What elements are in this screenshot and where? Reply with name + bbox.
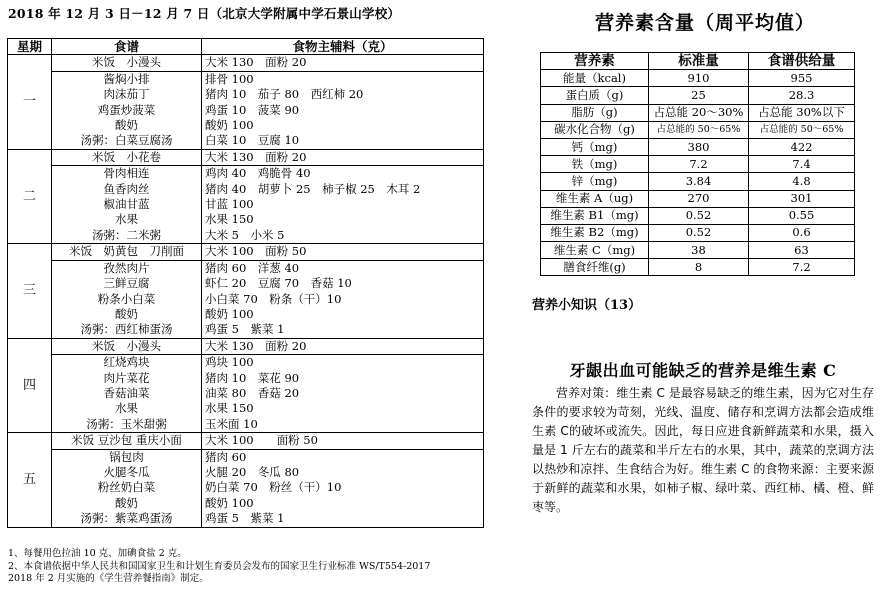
ingredient-cell: 鸡蛋 5 紫菜 1 (202, 322, 484, 338)
menu-row (8, 322, 484, 338)
header-standard: 标准量 (649, 53, 749, 70)
dish-cell: 汤粥：玉米甜粥 (52, 417, 202, 433)
dish-cell: 红烧鸡块 (52, 355, 202, 371)
ingredient-cell: 猪肉 10 菜花 90 (202, 371, 484, 386)
dish-cell: 米饭 小花卷 (52, 149, 202, 165)
page-title: 2018 年 12 月 3 日－12 月 7 日（北京大学附属中学石景山学校） (8, 6, 401, 21)
header-ingredients: 食物主辅料（克） (202, 39, 484, 55)
footnote: 2018 年 2 月实施的《学生营养餐指南》制定。 (8, 573, 209, 584)
menu-row (8, 103, 484, 118)
nutrition-row (541, 87, 855, 104)
supply-cell: 占总能的 50～65% (749, 121, 855, 138)
menu-row (8, 465, 484, 480)
nutrient-name-cell: 维生素 B1（mg) (541, 207, 649, 224)
ingredient-cell: 大米 130 面粉 20 (202, 338, 484, 354)
menu-row (8, 197, 484, 212)
menu-row (8, 276, 484, 291)
nutrition-row (541, 242, 855, 259)
menu-row (8, 417, 484, 433)
ingredient-cell: 鸡蛋 10 菠菜 90 (202, 103, 484, 118)
dish-cell: 肉片菜花 (52, 371, 202, 386)
nutrient-name-cell: 能量（kcal) (541, 70, 649, 87)
dish-cell: 汤粥：二米粥 (52, 228, 202, 244)
nutrition-row (541, 173, 855, 190)
standard-cell: 3.84 (649, 173, 749, 190)
standard-cell: 38 (649, 242, 749, 259)
dish-cell: 酸奶 (52, 118, 202, 133)
ingredient-cell: 鸡蛋 5 紫菜 1 (202, 511, 484, 527)
standard-cell: 8 (649, 259, 749, 276)
nutrient-name-cell: 铁（mg) (541, 156, 649, 173)
menu-row (8, 338, 484, 354)
supply-cell: 301 (749, 190, 855, 207)
header-nutrient: 营养素 (541, 53, 649, 70)
dish-cell: 鱼香肉丝 (52, 182, 202, 197)
ingredient-cell: 玉米面 10 (202, 417, 484, 433)
dish-cell: 汤粥：紫菜鸡蛋汤 (52, 511, 202, 527)
nutrition-body (541, 70, 855, 276)
nutrition-row (541, 104, 855, 121)
tip-heading: 营养小知识（13） (532, 298, 642, 313)
nutrition-row (541, 70, 855, 87)
dish-cell: 米饭 豆沙包 重庆小面 (52, 433, 202, 449)
supply-cell: 7.4 (749, 156, 855, 173)
dish-cell: 鸡蛋炒菠菜 (52, 103, 202, 118)
ingredient-cell: 大米 130 面粉 20 (202, 149, 484, 165)
nutrition-row (541, 156, 855, 173)
article-body: 营养对策：维生素 C 是最容易缺乏的维生素，因为它对生存条件的要求较为苛刻，光线、温度、储存和烹调方法都会造成维生素 C的破坏或流失。因此，每日应进食新鲜蔬菜和水果，摄入量是 1 斤左右的蔬菜和半斤左右的水果，其中，蔬菜的烹调方法以热炒和凉拌、生食结合为好。维生素 C 的食物来源：主要来源于新鲜的蔬菜和水果，如柿子椒、绿叶菜、西红柿、橘、橙、鲜枣等。 (532, 386, 874, 514)
menu-row (8, 371, 484, 386)
nutrient-name-cell: 维生素 B2（mg) (541, 224, 649, 241)
standard-cell: 0.52 (649, 207, 749, 224)
dish-cell: 三鲜豆腐 (52, 276, 202, 291)
standard-cell: 270 (649, 190, 749, 207)
menu-row (8, 355, 484, 371)
menu-row (8, 133, 484, 149)
ingredient-cell: 酸奶 100 (202, 307, 484, 322)
dish-cell: 酸奶 (52, 496, 202, 511)
ingredient-cell: 酸奶 100 (202, 118, 484, 133)
ingredient-cell: 油菜 80 香菇 20 (202, 386, 484, 401)
menu-table (7, 38, 484, 528)
header-supply: 食谱供给量 (749, 53, 855, 70)
ingredient-cell: 大米 100 面粉 50 (202, 433, 484, 449)
ingredient-cell: 奶白菜 70 粉丝（干）10 (202, 480, 484, 495)
footnotes (8, 548, 518, 586)
menu-row (8, 71, 484, 87)
menu-row (8, 480, 484, 495)
menu-row (8, 118, 484, 133)
dish-cell: 水果 (52, 401, 202, 416)
menu-header-row (8, 39, 484, 55)
dish-cell: 火腿冬瓜 (52, 465, 202, 480)
nutrition-row (541, 224, 855, 241)
nutrient-name-cell: 维生素 C（mg) (541, 242, 649, 259)
ingredient-cell: 猪肉 10 茄子 80 西红柿 20 (202, 87, 484, 102)
dish-cell: 酸奶 (52, 307, 202, 322)
ingredient-cell: 排骨 100 (202, 71, 484, 87)
menu-row (8, 401, 484, 416)
ingredient-cell: 甘蓝 100 (202, 197, 484, 212)
ingredient-cell: 水果 150 (202, 212, 484, 227)
nutrient-name-cell: 锌（mg) (541, 173, 649, 190)
menu-row (8, 292, 484, 307)
menu-row (8, 386, 484, 401)
dish-cell: 米饭 小漫头 (52, 338, 202, 354)
menu-row (8, 496, 484, 511)
menu-row (8, 55, 484, 71)
standard-cell: 0.52 (649, 224, 749, 241)
supply-cell: 7.2 (749, 259, 855, 276)
dish-cell: 水果 (52, 212, 202, 227)
menu-row (8, 228, 484, 244)
weekday-cell: 二 (8, 149, 52, 243)
supply-cell: 422 (749, 138, 855, 155)
nutrition-row (541, 207, 855, 224)
ingredient-cell: 白菜 10 豆腐 10 (202, 133, 484, 149)
dish-cell: 酱焖小排 (52, 71, 202, 87)
ingredient-cell: 鸡块 100 (202, 355, 484, 371)
weekday-cell: 三 (8, 244, 52, 338)
supply-cell: 63 (749, 242, 855, 259)
nutrition-table (540, 52, 855, 276)
supply-cell: 占总能 30%以下 (749, 104, 855, 121)
menu-row (8, 87, 484, 102)
standard-cell: 910 (649, 70, 749, 87)
menu-body (8, 55, 484, 527)
nutrition-row (541, 138, 855, 155)
menu-row (8, 307, 484, 322)
menu-row (8, 182, 484, 197)
menu-row (8, 511, 484, 527)
nutrition-row (541, 259, 855, 276)
dish-cell: 香菇油菜 (52, 386, 202, 401)
nutrient-name-cell: 碳水化合物（g) (541, 121, 649, 138)
dish-cell: 骨肉相连 (52, 166, 202, 182)
nutrient-name-cell: 蛋白质（g) (541, 87, 649, 104)
menu-row (8, 260, 484, 276)
dish-cell: 粉丝奶白菜 (52, 480, 202, 495)
weekday-cell: 四 (8, 338, 52, 432)
nutrition-row (541, 121, 855, 138)
ingredient-cell: 虾仁 20 豆腐 70 香菇 10 (202, 276, 484, 291)
menu-row (8, 433, 484, 449)
ingredient-cell: 火腿 20 冬瓜 80 (202, 465, 484, 480)
nutrient-name-cell: 钙（mg) (541, 138, 649, 155)
ingredient-cell: 酸奶 100 (202, 496, 484, 511)
menu-row (8, 149, 484, 165)
menu-row (8, 166, 484, 182)
header-recipe: 食谱 (52, 39, 202, 55)
dish-cell: 锅包肉 (52, 449, 202, 465)
header-weekday: 星期 (8, 39, 52, 55)
ingredient-cell: 猪肉 40 胡萝卜 25 柿子椒 25 木耳 2 (202, 182, 484, 197)
standard-cell: 380 (649, 138, 749, 155)
nutrition-header-row (541, 53, 855, 70)
ingredient-cell: 大米 100 面粉 50 (202, 244, 484, 260)
supply-cell: 955 (749, 70, 855, 87)
supply-cell: 0.55 (749, 207, 855, 224)
dish-cell: 肉沫茄丁 (52, 87, 202, 102)
dish-cell: 椒油甘蓝 (52, 197, 202, 212)
nutrition-row (541, 190, 855, 207)
supply-cell: 0.6 (749, 224, 855, 241)
dish-cell: 汤粥：西红柿蛋汤 (52, 322, 202, 338)
ingredient-cell: 水果 150 (202, 401, 484, 416)
ingredient-cell: 猪肉 60 (202, 449, 484, 465)
dish-cell: 米饭 小漫头 (52, 55, 202, 71)
supply-cell: 28.3 (749, 87, 855, 104)
nutrient-name-cell: 脂肪（g) (541, 104, 649, 121)
article-title: 牙龈出血可能缺乏的营养是维生素 C (569, 361, 837, 380)
dish-cell: 汤粥：白菜豆腐汤 (52, 133, 202, 149)
ingredient-cell: 猪肉 60 洋葱 40 (202, 260, 484, 276)
ingredient-cell: 小白菜 70 粉条（干）10 (202, 292, 484, 307)
ingredient-cell: 大米 130 面粉 20 (202, 55, 484, 71)
standard-cell: 7.2 (649, 156, 749, 173)
nutrient-name-cell: 维生素 A（ug) (541, 190, 649, 207)
nutrient-name-cell: 膳食纤维(g) (541, 259, 649, 276)
dish-cell: 粉条小白菜 (52, 292, 202, 307)
weekday-cell: 一 (8, 55, 52, 149)
menu-row (8, 244, 484, 260)
footnote: 1、每餐用色拉油 10 克、加碘食盐 2 克。 (8, 548, 187, 559)
standard-cell: 占总能 20～30% (649, 104, 749, 121)
footnote: 2、本食谱依据中华人民共和国国家卫生和计划生育委员会发布的国家卫生行业标准 WS/T554-2017 (8, 560, 431, 572)
nutrition-title: 营养素含量（周平均值） (594, 12, 815, 34)
standard-cell: 25 (649, 87, 749, 104)
menu-row (8, 449, 484, 465)
menu-row (8, 212, 484, 227)
dish-cell: 米饭 奶黄包 刀削面 (52, 244, 202, 260)
standard-cell: 占总能的 50～65% (649, 121, 749, 138)
supply-cell: 4.8 (749, 173, 855, 190)
dish-cell: 孜然肉片 (52, 260, 202, 276)
weekday-cell: 五 (8, 433, 52, 527)
ingredient-cell: 大米 5 小米 5 (202, 228, 484, 244)
ingredient-cell: 鸡肉 40 鸡脆骨 40 (202, 166, 484, 182)
